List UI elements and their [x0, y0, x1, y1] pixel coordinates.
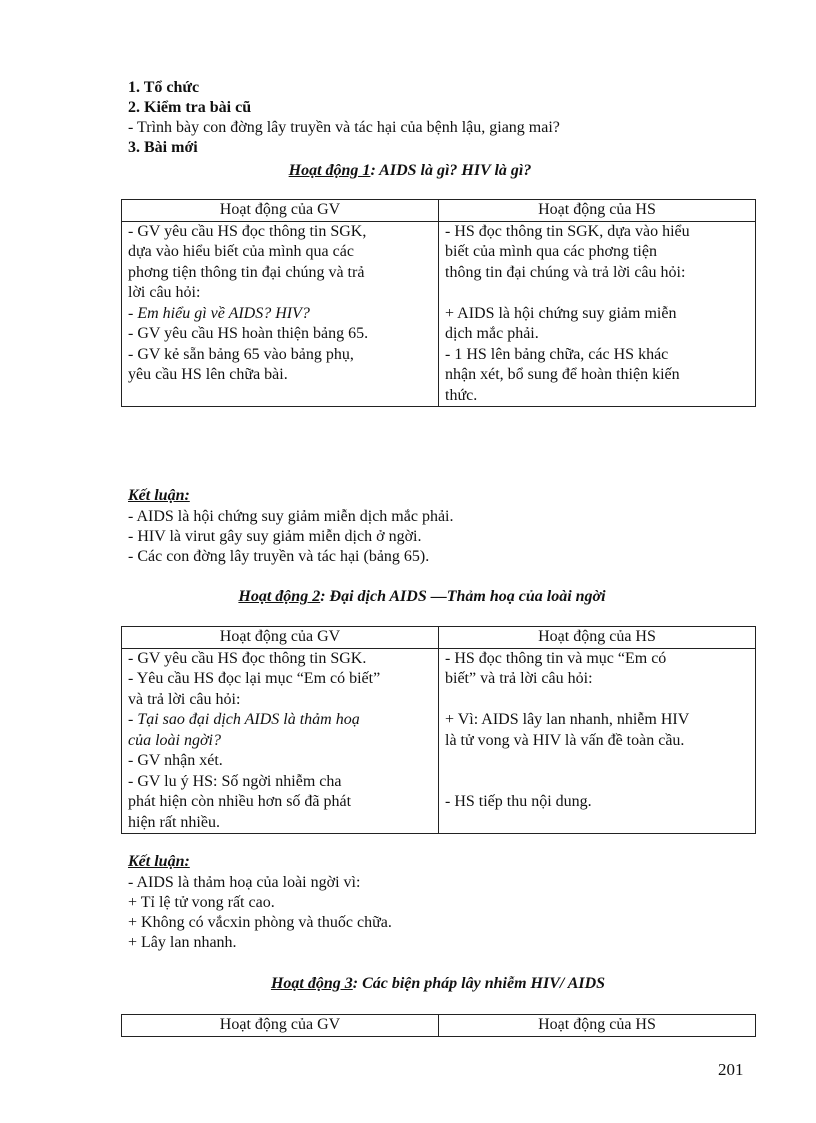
activity-3-title: : Các biện pháp lây nhiễm HIV/ AIDS [352, 975, 606, 992]
cell-line: hiện rất nhiều. [128, 813, 220, 831]
cell-line: - HS tiếp thu nội dung. [445, 793, 592, 810]
conclusion-2-line: - AIDS là thảm hoạ của loài ngời vì: [128, 874, 361, 891]
student-activity-cell [439, 221, 756, 407]
activity-2-heading [14, 586, 816, 608]
conclusion-1-line: - HIV là virut gây suy giảm miễn dịch ở ngời. [128, 528, 422, 545]
cell-line-blank [445, 690, 749, 711]
cell-line: phơng tiện thông tin đại chúng và trả [128, 263, 365, 281]
cell-line: lời câu hỏi: [128, 284, 201, 301]
conclusion-1-line: - Các con đờng lây truyền và tác hại (bảng 65). [128, 548, 430, 565]
col-student-header: Hoạt động của HS [439, 627, 756, 649]
cell-line: nhận xét, bổ sung để hoàn thiện kiến [445, 366, 680, 383]
conclusion-1-label: Kết luận: [128, 487, 190, 504]
activity-3-header-row [122, 1015, 756, 1037]
col-student-header: Hoạt động của HS [439, 1015, 756, 1037]
student-activity-cell [439, 648, 756, 834]
cell-line-blank [445, 751, 749, 772]
section-2-heading: 2. Kiểm tra bài cũ [128, 99, 252, 116]
cell-line: - HS đọc thông tin và mục “Em có [445, 649, 667, 667]
cell-line-blank [445, 283, 749, 304]
cell-line: - 1 HS lên bảng chữa, các HS khác [445, 345, 669, 363]
col-teacher-header: Hoạt động của GV [122, 1015, 439, 1037]
page-number: 201 [718, 1060, 744, 1079]
cell-line: biết của mình qua các phơng tiện [445, 243, 657, 260]
activity-3-heading [30, 973, 816, 995]
conclusion-2-label: Kết luận: [128, 853, 190, 870]
cell-line: - Yêu cầu HS đọc lại mục “Em có biết” [128, 670, 381, 687]
activity-2-table [121, 626, 756, 834]
cell-line: là tử vong và HIV là vấn đề toàn cầu. [445, 731, 685, 749]
activity-1-header-row [122, 200, 756, 222]
activity-1-title: : AIDS là gì? HIV là gì? [370, 162, 532, 179]
conclusion-1-line: - AIDS là hội chứng suy giảm miễn dịch mắc phải. [128, 508, 454, 525]
cell-line-blank [445, 813, 749, 834]
cell-line: - GV kẻ sẵn bảng 65 vào bảng phụ, [128, 345, 354, 363]
cell-line-question: - Tại sao đại dịch AIDS là thảm hoạ [128, 711, 360, 728]
activity-1-body-row [122, 221, 756, 407]
col-teacher-header: Hoạt động của GV [122, 200, 439, 222]
activity-1-heading [2, 160, 816, 182]
col-student-header: Hoạt động của HS [439, 200, 756, 222]
cell-line: - HS đọc thông tin SGK, dựa vào hiểu [445, 222, 690, 240]
cell-line: yêu cầu HS lên chữa bài. [128, 366, 288, 383]
conclusion-2-line: + Tỉ lệ tử vong rất cao. [128, 894, 275, 911]
activity-2-header-row [122, 627, 756, 649]
cell-line: - GV lu ý HS: Số ngời nhiễm cha [128, 772, 342, 790]
cell-line: + AIDS là hội chứng suy giảm miễn [445, 304, 677, 322]
cell-line: - GV yêu cầu HS đọc thông tin SGK, [128, 222, 367, 240]
section-1-heading: 1. Tổ chức [128, 79, 200, 96]
activity-1-label: Hoạt động 1 [288, 162, 371, 179]
cell-line: biết” và trả lời câu hỏi: [445, 670, 593, 687]
cell-line: - GV yêu cầu HS đọc thông tin SGK. [128, 649, 367, 667]
conclusion-2-line: + Không có vắcxin phòng và thuốc chữa. [128, 914, 392, 931]
cell-line: thức. [445, 386, 478, 404]
cell-line: dịch mắc phải. [445, 325, 539, 342]
cell-line-question: - Em hiểu gì về AIDS? HIV? [128, 304, 310, 322]
col-teacher-header: Hoạt động của GV [122, 627, 439, 649]
cell-line-question: của loài ngời? [128, 731, 221, 749]
teacher-activity-cell [122, 221, 439, 407]
activity-1-table [121, 199, 756, 407]
cell-line-blank [445, 772, 749, 793]
cell-line: và trả lời câu hỏi: [128, 690, 241, 708]
cell-line: dựa vào hiểu biết của mình qua các [128, 243, 354, 260]
cell-line: phát hiện còn nhiều hơn số đã phát [128, 793, 352, 810]
conclusion-2-line: + Lây lan nhanh. [128, 934, 237, 951]
cell-line: thông tin đại chúng và trả lời câu hỏi: [445, 263, 686, 281]
activity-2-label: Hoạt động 2 [238, 588, 321, 605]
review-question: - Trình bày con đờng lây truyền và tác hại của bệnh lậu, giang mai? [128, 119, 560, 136]
teacher-activity-cell [122, 648, 439, 834]
activity-2-title: : Đại dịch AIDS —Thảm hoạ của loài ngời [320, 588, 606, 605]
cell-line: - GV nhận xét. [128, 752, 223, 769]
cell-line: + Vì: AIDS lây lan nhanh, nhiễm HIV [445, 711, 690, 728]
activity-3-label: Hoạt động 3 [270, 975, 353, 992]
section-3-heading: 3. Bài mới [128, 139, 198, 156]
activity-3-table [121, 1014, 756, 1037]
activity-2-body-row [122, 648, 756, 834]
cell-line: - GV yêu cầu HS hoàn thiện bảng 65. [128, 325, 369, 342]
